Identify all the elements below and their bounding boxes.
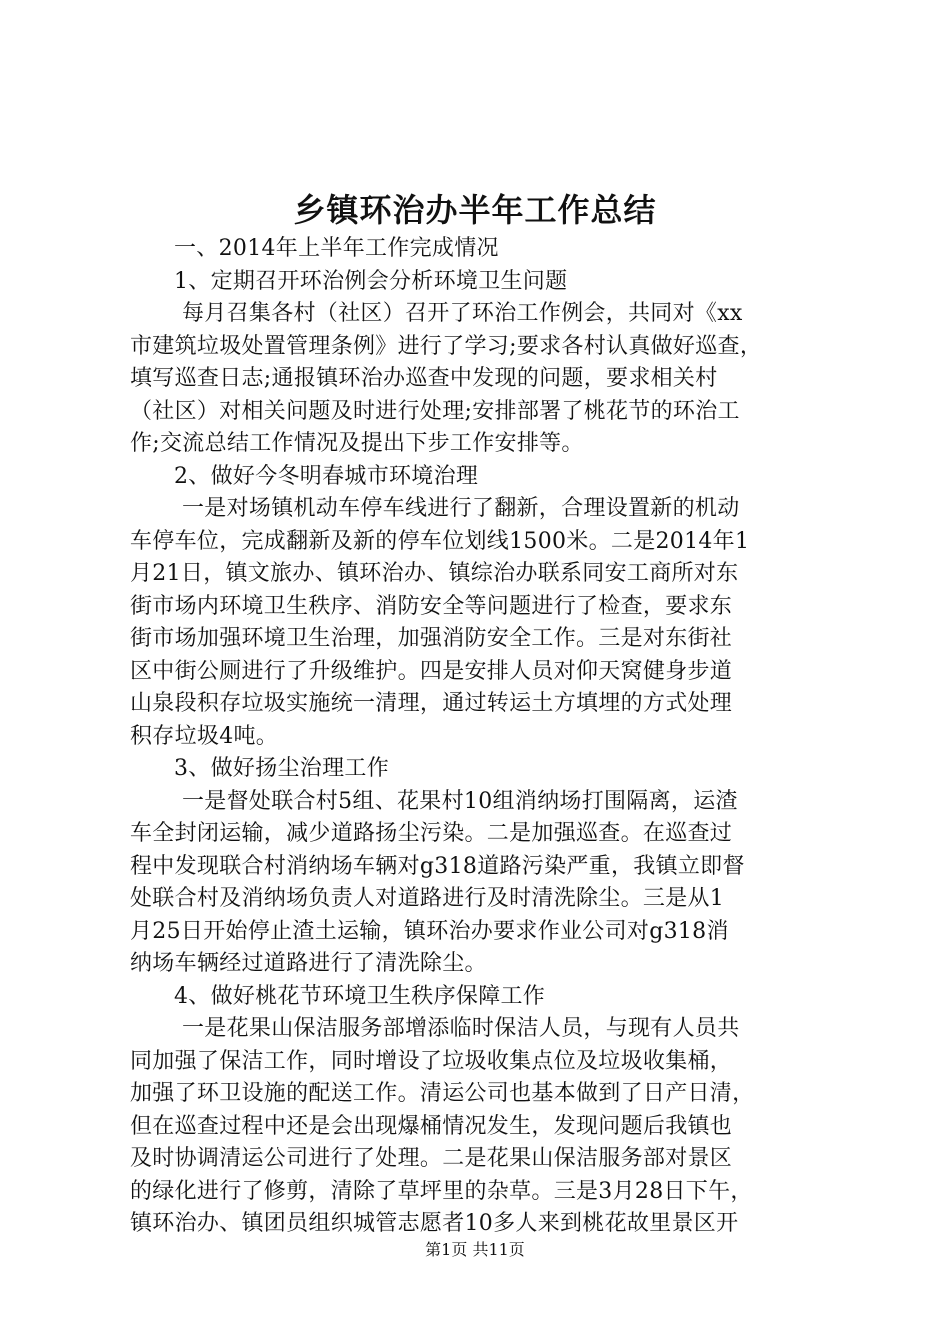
paragraph-line: 区中街公厕进行了升级维护。四是安排人员对仰天窝健身步道 — [130, 658, 733, 684]
document-title: 乡镇环治办半年工作总结 — [293, 191, 657, 229]
paragraph-line: 处联合村及消纳场负责人对道路进行及时清洗除尘。三是从1 — [130, 886, 725, 911]
paragraph-line: 山泉段积存垃圾实施统一清理，通过转运土方填埋的方式处理 — [130, 691, 733, 716]
paragraph-line: 每月召集各村（社区）召开了环治工作例会，共同对《xx — [182, 301, 743, 326]
paragraph-line: 街市场内环境卫生秩序、消防安全等问题进行了检查，要求东 — [130, 593, 733, 619]
paragraph-line: 一是对场镇机动车停车线进行了翻新，合理设置新的机动 — [182, 496, 740, 521]
section-heading: 4、做好桃花节环境卫生秩序保障工作 — [174, 983, 546, 1009]
section-heading: 3、做好扬尘治理工作 — [174, 756, 389, 781]
paragraph-line: 积存垃圾4吨。 — [130, 723, 279, 749]
section-heading: 1、定期召开环治例会分析环境卫生问题 — [174, 268, 568, 294]
page-footer: 第1页 共11页 — [425, 1240, 525, 1259]
paragraph-line: 填写巡查日志;通报镇环治办巡查中发现的问题，要求相关村 — [130, 366, 718, 391]
section-heading: 2、做好今冬明春城市环境治理 — [174, 463, 479, 489]
paragraph-line: 镇环治办、镇团员组织城管志愿者10多人来到桃花故里景区开 — [130, 1211, 739, 1236]
paragraph-line: 纳场车辆经过道路进行了清洗除尘。 — [130, 951, 487, 976]
paragraph-line: 月25日开始停止渣土运输，镇环治办要求作业公司对g318消 — [130, 918, 729, 944]
paragraph-line: 作;交流总结工作情况及提出下步工作安排等。 — [130, 431, 584, 456]
paragraph-line: （社区）对相关问题及时进行处理;安排部署了桃花节的环治工 — [130, 398, 740, 424]
paragraph-line: 及时协调清运公司进行了处理。二是花果山保洁服务部对景区 — [130, 1146, 733, 1171]
paragraph-line: 月21日，镇文旅办、镇环治办、镇综治办联系同安工商所对东 — [130, 561, 739, 586]
paragraph-line: 程中发现联合村消纳场车辆对g318道路污染严重，我镇立即督 — [130, 853, 745, 879]
paragraph-line: 的绿化进行了修剪，清除了草坪里的杂草。三是3月28日下午， — [130, 1178, 753, 1204]
paragraph-line: 同加强了保洁工作，同时增设了垃圾收集点位及垃圾收集桶， — [130, 1048, 733, 1074]
paragraph-line: 街市场加强环境卫生治理，加强消防安全工作。三是对东街社 — [130, 626, 733, 651]
paragraph-line: 但在巡查过程中还是会出现爆桶情况发生，发现问题后我镇也 — [130, 1113, 733, 1139]
paragraph-line: 加强了环卫设施的配送工作。清运公司也基本做到了日产日清， — [130, 1081, 755, 1106]
paragraph-line: 车全封闭运输，减少道路扬尘污染。二是加强巡查。在巡查过 — [130, 821, 733, 846]
section-heading: 一、2014年上半年工作完成情况 — [174, 236, 499, 261]
paragraph-line: 车停车位，完成翻新及新的停车位划线1500米。二是2014年1 — [130, 528, 750, 554]
document-body — [130, 233, 836, 1241]
paragraph-line: 市建筑垃圾处置管理条例》进行了学习;要求各村认真做好巡查， — [130, 333, 763, 359]
paragraph-line: 一是督处联合村5组、花果村10组消纳场打围隔离，运渣 — [182, 788, 738, 814]
paragraph-line: 一是花果山保洁服务部增添临时保洁人员，与现有人员共 — [182, 1016, 740, 1041]
